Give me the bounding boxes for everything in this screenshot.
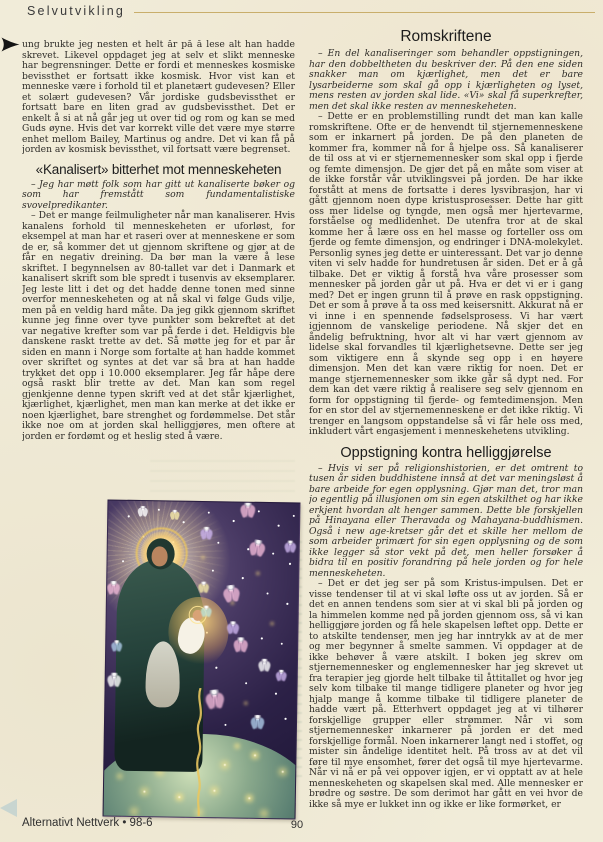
madonna-face (151, 546, 167, 566)
interview-question: – Hvis vi ser på religionshistorien, er det omtrent to tusen år siden buddhistene innså at det var meningsløst å bare arbeide for egen opplysning. Gjør man det, tror man jo egentlig på illusjonen om sin egen atskilthet og har ikke erkjent hvordan alt henger sammen. Dette ble forskjellen på Hinayana eller Theravada og Mahayana-buddhismen. Også i new age-kretser går det et skille her mellom de som arbeider primært for sin egen opplysning og de som ikke legger så stor vekt på det, men heller forsøker å bidra til en positiv forandring på hele jorden og for hele menneskeheten. (309, 462, 583, 579)
angel-figure (138, 506, 148, 517)
angel-figure (170, 510, 179, 521)
gold-ribbon (191, 688, 207, 820)
magazine-name: Alternativt Nettverk • 98-6 (22, 817, 153, 829)
angel-figure (285, 540, 296, 553)
angel-figure (111, 640, 122, 652)
angel-figure (249, 539, 266, 558)
paragraph-continuation: ung brukte jeg nesten et helt år på å lese alt han hadde skrevet. Likevel oppdaget jeg at selv et slikt menneske har begrensninger. Dette er fordi et menneskes kosmiske bevissthet er fortsatt ikke kosmisk. Hvor vist kan et menneske være i forhold til et planetært gudevesen? Eller et solært gudevesen? Vår jordiske gudsbevissthet er fortsatt bare en liten grad av gudsbevissthet. Det er enkelt å si at nå går jeg ut over tid og rom og kan se med Guds øyne. Hvis det var korrekt ville det være mye større enhet mellom Bailey, Martinus og andre. Det vi kan få på jorden av kosmisk bevissthet, vil fortsatt være begrenset. (22, 40, 295, 155)
subheading-kanalisert-bitterhet: «Kanalisert» bitterhet mot menneskeheten (35, 161, 282, 177)
interview-answer: – Det er det jeg ser på som Kristus-impulsen. Det er visse tendenser til at vi skal løfte oss ut av jorden. Så er det en annen tendens som sier at vi skal bli på jorden og la himmelen komme ned på jorden gjennom oss, så vi kan helliggjøre jorden og få hele skapelsen løftet opp. Dette er to atskilte tendenser, men jeg har inntrykk av at de mer og mer begynner å smelte sammen. Vi oppdager at de ikke behøver å være atskilt. I boken jeg skrev om stjernemennesker og englemennesker har jeg skrevet ut fra terapier jeg gjorde helt tilbake til åttitallet og hvor jeg selv kom tilbake til mange tidligere planeter og hvor jeg hjalp mange å komme tilbake til tidligere planeter de hadde vært på. Etterhvert oppdaget jeg at vi tilhører forskjellige grupper eller strømmer. Når vi som stjernemennesker inkarnerer på jorden er det med forskjellige formål. Noen inkarnerer langt ned i stoffet, og mister sin åndelige identitet helt. På tross av at det vil føre til mye ensomhet, fører det også til mye hjertevarme. Når vi nå er på vei oppover igjen, er vi opptatt av at hele menneskeheten og skapelsen skal med. Alle mennesker er brødre og søstre. De som derimot har gått en vei hvor de ikke så mye er lukket inn og ikke er like formørket, er (309, 578, 583, 810)
interview-question: – En del kanaliseringer som behandler oppstigningen, har den dobbeltheten du beskriver der. På den ene siden snakker man om kjærlighet, men det er bare lysarbeiderne som skal gå opp i kjærligheten og lyset, mens resten av jorden skal lide. «Vi» skal få superkrefter, men det skal ikke resten av menneskeheten. (309, 48, 583, 112)
madonna-angels-illustration (103, 500, 301, 820)
subheading-romskriftene: Romskriftene (400, 28, 492, 45)
angel-figure (223, 584, 241, 604)
angel-figure (234, 637, 248, 653)
subheading-oppstigning: Oppstigning kontra helliggjørelse (340, 444, 552, 461)
interview-question: – Jeg har møtt folk som har gitt ut kanaliserte bøker og som har fremstått som fundamentalistiske svovelpredikanter. (22, 178, 295, 211)
angel-figure (241, 502, 256, 519)
angel-figure (108, 673, 121, 688)
angel-figure (107, 581, 120, 595)
angel-figure (198, 581, 209, 593)
interview-answer: – Dette er en problemstilling rundt det man kan kalle romskriftene. Ofte er de henvendt til stjernemenneskene som er inkarnert på jorden. De på den planeten de kommer fra, kommer nå for å hjelpe oss. Så kanaliserer de til oss at vi er stjernemennesker som skal opp i fjerde og femte dimensjon. De gjør det på en måte som viser at de ikke forstår vår utviklingsvei på jorden. De har ikke forstått at mens de fortsatte i deres lysvibrasjon, har vi gått gjennom noen dype kristusprosesser. Dette har gitt oss mer lidelse og tyngde, men også mer hjertevarme, forståelse og medlidenhet. De utenfra tror at de skal komme her å lære oss en hel masse og forteller oss om fjerde og femte dimensjon, og endringer i DNA-molekylet. Personlig synes jeg dette er uinteressant. Det var jo denne viten vi selv hadde for hundretusen år siden. Det er å gå tilbake. Det er viktig å forstå hva våre prosesser som mennesker på jorden går ut på. Hva er det vi er i gang med? Det er ingen grunn til å prøve en rask oppstigning. Det er som å prøve å ta oss med keisersnitt. Akkurat nå er vi inne i en spennende fødselsprosess. Vi har vært igjennom de vanskelige periodene. Nå skjer det en åndelig befruktning, hvor alt vi har vært gjennom av lidelse skal forvandles til kjærlighetsevne. Dette ser jeg som viktigere enn å skynde seg opp i en høyere dimensjon. Men det kan være riktig for noen. Det er mange stjernemennesker som ikke går så dypt ned. For dem kan det være riktig å realisere seg selv gjennom en form for oppstigning til fjerde- og femtedimensjon. Men for en stor del av stjernemenneskene er det ikke riktig. Vi trenger en langsom oppstandelse så vi får hele oss med, inkludert vårt engasjement i menneskehetens utvikling. (309, 111, 583, 437)
angel-figure (276, 670, 287, 682)
right-column (309, 28, 583, 816)
angel-figure (201, 527, 213, 541)
angel-figure (251, 715, 264, 730)
orb-light-cores (108, 501, 109, 502)
faint-left-arrow-icon (0, 799, 17, 817)
angel-figure (258, 659, 270, 673)
continuation-arrow-icon (1, 37, 20, 52)
angel-figure (205, 689, 224, 711)
page-number: 90 (290, 819, 304, 831)
angel-figure (227, 621, 239, 635)
section-label: Selvutvikling (27, 4, 126, 18)
interview-answer: – Det er mange feilmuligheter når man kanaliserer. Hvis kanalens forhold til menneskeheten er uforløst, for eksempel at man har et raseri over at menneskene er som de er, så kommer det ut gjennom skriftene og gjør at de får en negativ dreining. Da bør man la være å lese skriftet. I begynnelsen av 80-tallet var det i Danmark et kanalisert skrift som ble spredt i tusenvis av eksemplarer. Jeg leste litt i det og det hadde denne tonen med sinne overfor menneskeheten og at nå skal vi følge Guds vilje, men på en veldig hard måte. Da jeg gikk gjennom skriftet kunne jeg finne over tyve punkter som bekreftet at det var negative krefter som var på ferde i det. Heldigvis ble danskene raskt trette av det. Så møtte jeg for et par år siden en mann i Norge som fortalte at han hadde kommet over skriftet og syntes at det var så bra at han hadde trykket det opp i 10.000 eksemplarer. Jeg får håpe dere også raskt blir trette av det. Man kan som regel gjenkjenne denne typen skrift ved at det står kjærlighet, kjærlighet, kjærlighet, men man kan merke at det ikke er noen kjærlighet, bare strenghet og fordømmelse. Det står ikke noe om at jorden skal helliggjøres, men oftere at jorden er fordømt og et heslig sted å være. (22, 210, 295, 442)
masthead (27, 4, 595, 18)
header-rule (134, 12, 595, 13)
left-column (22, 40, 295, 500)
angel-figure (201, 605, 212, 617)
